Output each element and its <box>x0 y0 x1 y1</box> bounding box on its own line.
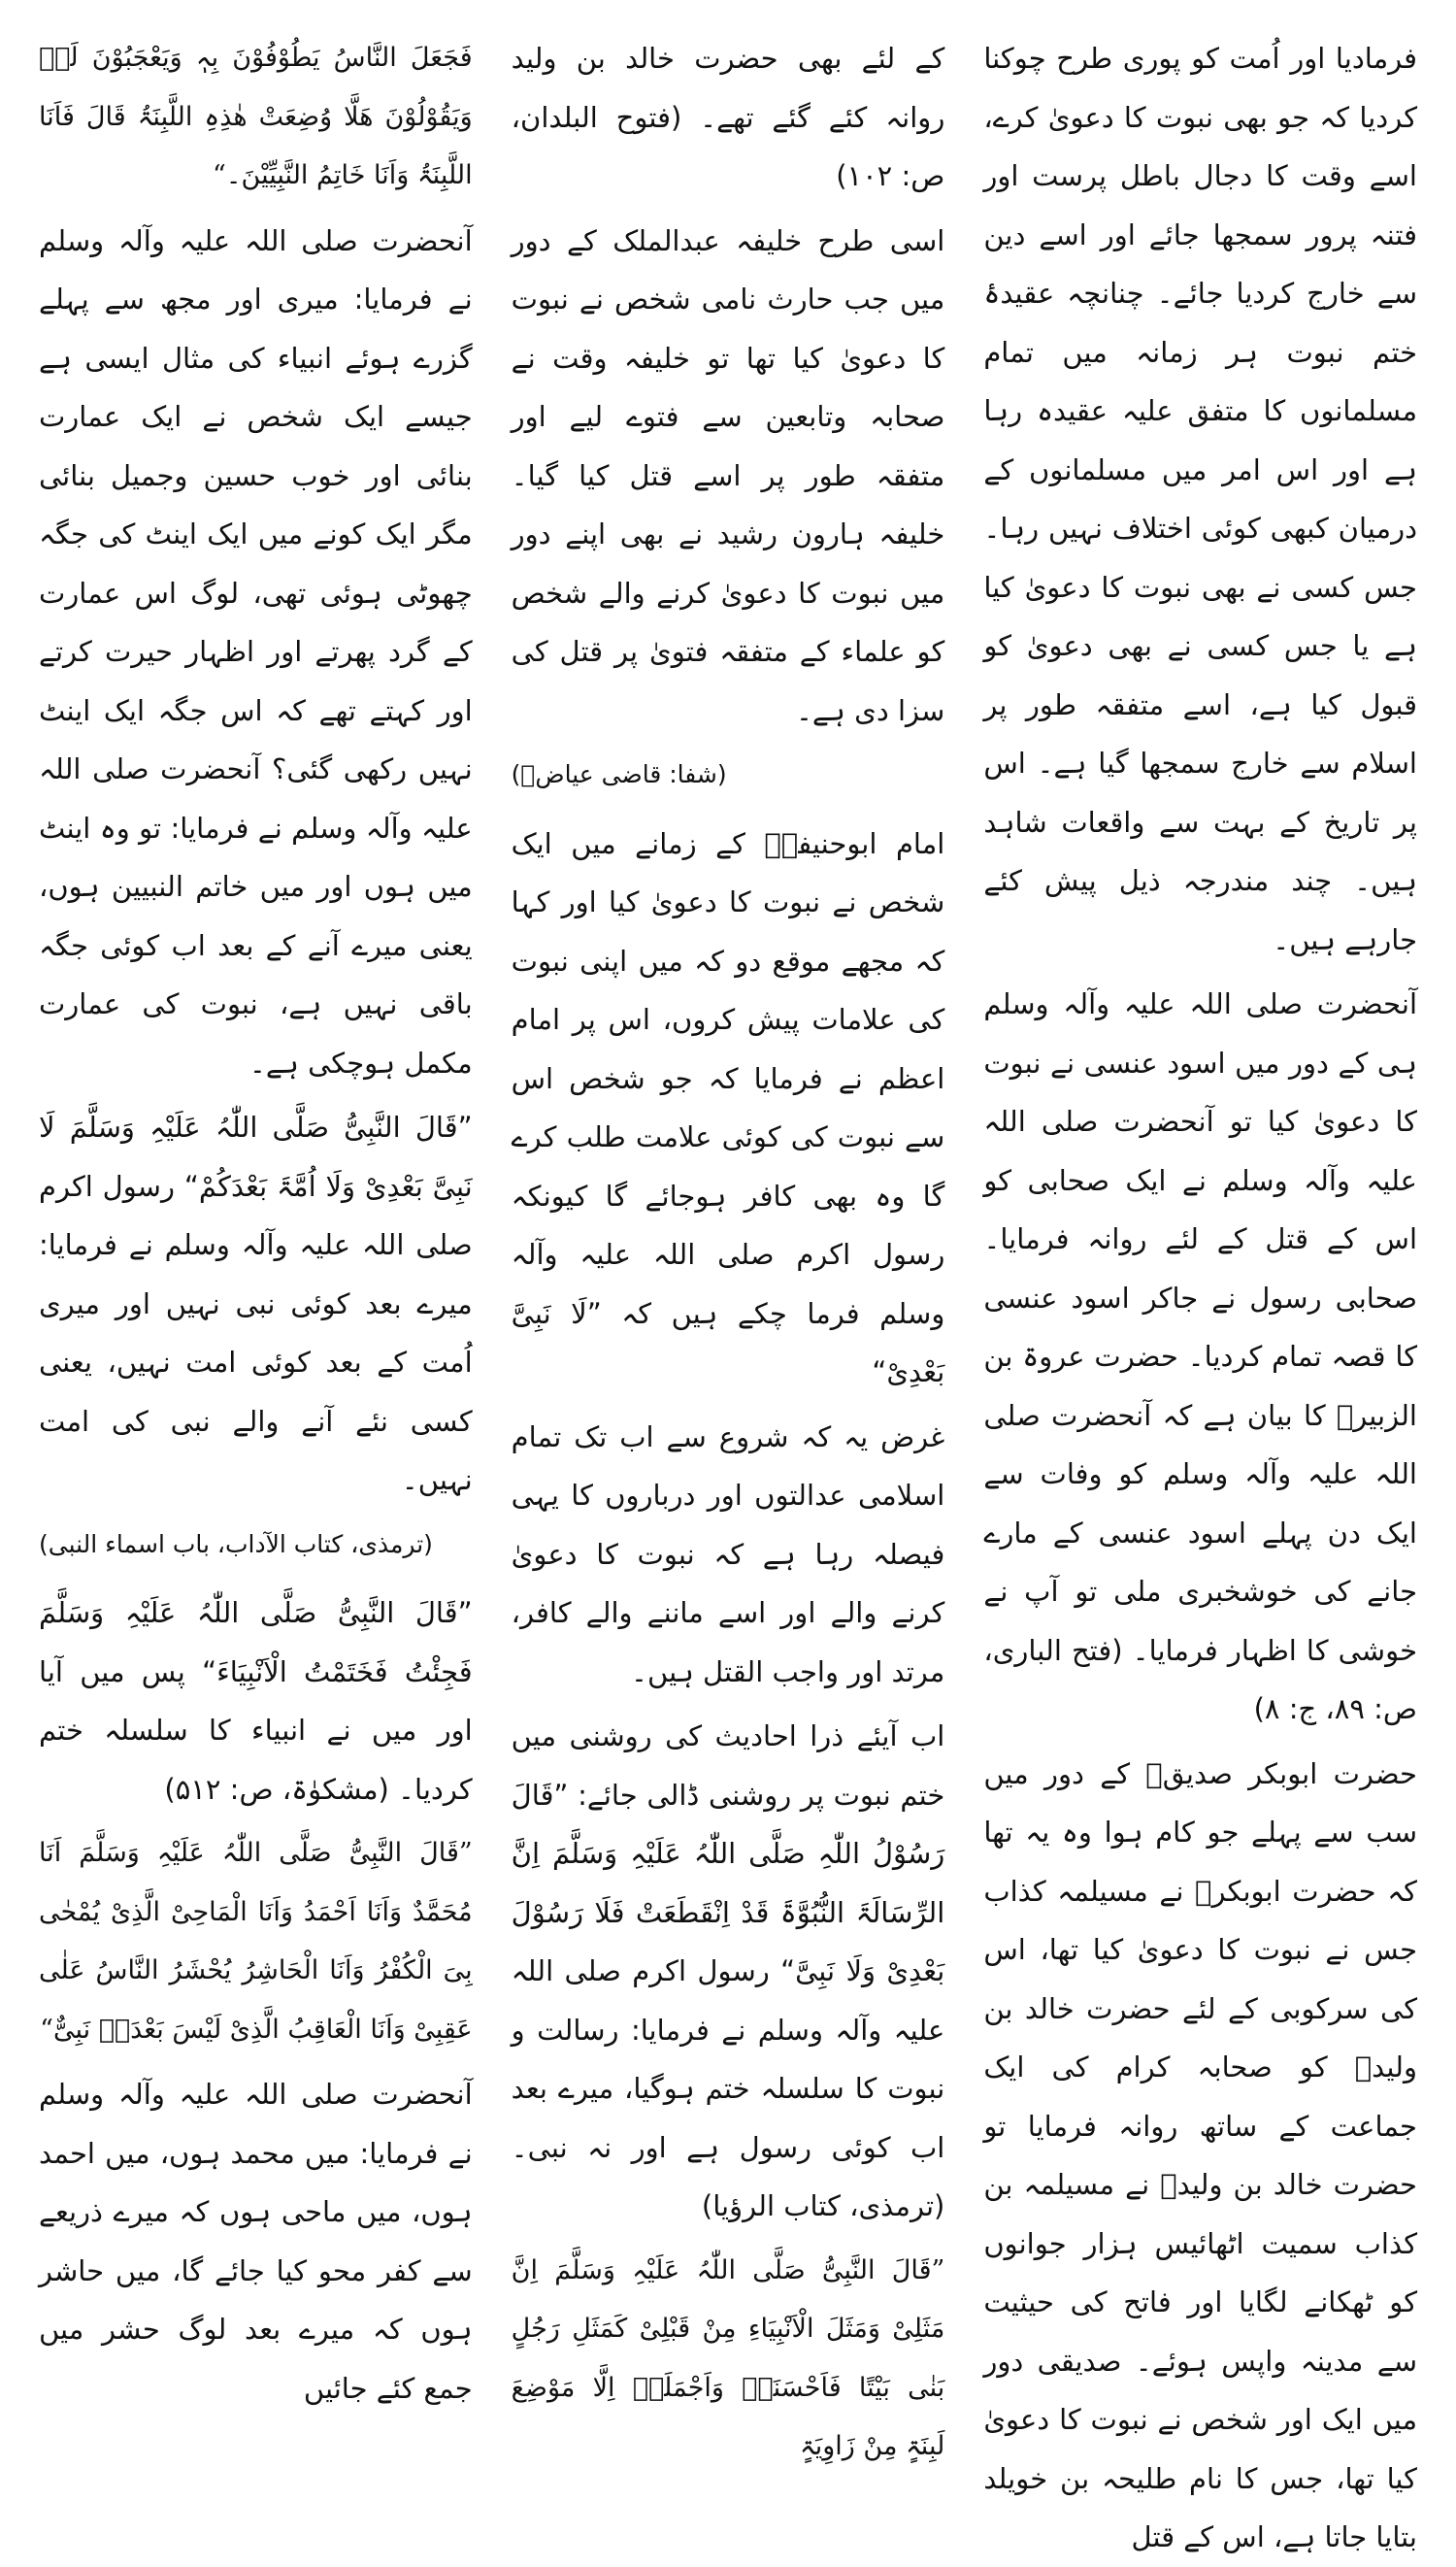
column-right <box>983 29 1417 2553</box>
reference-citation: (شفا: قاضی عیاضؒ) <box>511 760 727 788</box>
paragraph: اب آیئے ذرا احادیث کی روشنی میں ختم نبوت پر روشنی ڈالی جائے: ”قَالَ رَسُوْلُ اللّٰہِ صَلَّی اللّٰہُ عَلَیْہِ وَسَلَّمَ اِنَّ الرِّسَالَۃَ النُّبُوَّۃَ قَدْ اِنْقَطَعَتْ فَلَا رَسُوْلَ بَعْدِیْ وَلَا نَبِیَّ“ رسول اکرم صلی اللہ علیہ وآلہ وسلم نے فرمایا: رسالت و نبوت کا سلسلہ ختم ہوگیا، میرے بعد اب کوئی رسول ہے اور نہ نبی۔ (ترمذی، کتاب الرؤیا) <box>511 1719 945 2222</box>
column-left <box>38 29 473 2405</box>
paragraph: حضرت ابوبکر صدیقؓ کے دور میں سب سے پہلے جو کام ہوا وہ یہ تھا کہ حضرت ابوبکرؓ نے مسیلمہ کذاب جس نے نبوت کا دعویٰ کیا تھا، اس کی سرکوبی کے لئے حضرت خالد بن ولیدؓ کو صحابہ کرام کی ایک جماعت کے ساتھ روانہ فرمایا تو حضرت خالد بن ولیدؓ نے مسیلمہ بن کذاب سمیت اٹھائیس ہزار جوانوں کو ٹھکانے لگایا اور فاتح کی حیثیت سے مدینہ واپس ہوئے۔ صدیقی دور میں ایک اور شخص نے نبوت کا دعویٰ کیا تھا، جس کا نام طلیحہ بن خویلد بتایا جاتا ہے، اس کے قتل <box>983 1756 1417 2553</box>
arabic-hadith-text: فَجَعَلَ النَّاسُ یَطُوْفُوْنَ بِہٖ وَیَعْجَبُوْنَ لَہٗ وَیَقُوْلُوْنَ ھَلَّا وُضِعَتْ ھٰذِہِ اللَّبِنَۃُ قَالَ فَاَنَا اللَّبِنَۃُ وَاَنَا خَاتِمُ النَّبِیِّیْنَ۔“ <box>38 43 473 190</box>
paragraph: ”قَالَ النَّبِیُّ صَلَّی اللّٰہُ عَلَیْہِ وَسَلَّمَ فَجِئْتُ فَخَتَمْتُ الْاَنْبِیَاءَ“ پس میں آیا اور میں نے انبیاء کا سلسلہ ختم کردیا۔ (مشکوٰۃ، ص: ۵۱۲) <box>38 1596 473 1806</box>
arabic-hadith-text: ”قَالَ النَّبِیُّ صَلَّی اللّٰہُ عَلَیْہِ وَسَلَّمَ اَنَا مُحَمَّدٌ وَاَنَا اَحْمَدُ وَاَنَا الْمَاحِیْ الَّذِیْ یُمْحٰی بِیَ الْکُفْرُ وَاَنَا الْحَاشِرُ یُحْشَرُ النَّاسُ عَلٰی عَقِبِیْ وَاَنَا الْعَاقِبُ الَّذِیْ لَیْسَ بَعْدَہٗ نَبِیٌّ“ <box>38 1838 473 2045</box>
reference-citation: (ترمذی، کتاب الآداب، باب اسماء النبی) <box>38 1529 433 1558</box>
paragraph: اسی طرح خلیفہ عبدالملک کے دور میں جب حارث نامی شخص نے نبوت کا دعویٰ کیا تھا تو خلیفہ وقت نے صحابہ وتابعین سے فتوے لیے اور متفقہ طور پر اسے قتل کیا گیا۔ خلیفہ ہارون رشید نے بھی اپنے دور میں نبوت کا دعویٰ کرنے والے شخص کو علماء کے متفقہ فتویٰ پر قتل کی سزا دی ہے۔ <box>511 223 945 727</box>
paragraph: فرمادیا اور اُمت کو پوری طرح چوکنا کردیا کہ جو بھی نبوت کا دعویٰ کرے، اسے وقت کا دجال باطل پرست اور فتنہ پرور سمجھا جائے اور اسے دین سے خارج کردیا جائے۔ چنانچہ عقیدۂ ختم نبوت ہر زمانہ میں تمام مسلمانوں کا متفق علیہ عقیدہ رہا ہے اور اس امر میں مسلمانوں کے درمیان کبھی کوئی اختلاف نہیں رہا۔ جس کسی نے بھی نبوت کا دعویٰ کیا ہے یا جس کسی نے بھی دعویٰ کو قبول کیا ہے، اسے متفقہ طور پر اسلام سے خارج سمجھا گیا ہے۔ اس پر تاریخ کے بہت سے واقعات شاہد ہیں۔ چند مندرجہ ذیل پیش کئے جارہے ہیں۔ <box>983 42 1417 956</box>
paragraph: کے لئے بھی حضرت خالد بن ولید روانہ کئے گئے تھے۔ (فتوح البلدان، ص: ۱۰۲) <box>511 42 945 192</box>
paragraph: ”قَالَ النَّبِیُّ صَلَّی اللّٰہُ عَلَیْہِ وَسَلَّمَ لَا نَبِیَّ بَعْدِیْ وَلَا اُمَّۃَ بَعْدَکُمْ“ رسول اکرم صلی اللہ علیہ وآلہ وسلم نے فرمایا: میرے بعد کوئی نبی نہیں اور میری اُمت کے بعد کوئی امت نہیں، یعنی کسی نئے آنے والے نبی کی امت نہیں۔ <box>38 1111 473 1496</box>
column-middle <box>511 29 945 2461</box>
paragraph: آنحضرت صلی اللہ علیہ وآلہ وسلم نے فرمایا: میری اور مجھ سے پہلے گزرے ہوئے انبیاء کی مثال ایسی ہے جیسے ایک شخص نے ایک عمارت بنائی اور خوب حسین وجمیل بنائی مگر ایک کونے میں ایک اینٹ کی جگہ چھوٹی ہوئی تھی، لوگ اس عمارت کے گرد پھرتے اور اظہار حیرت کرتے اور کہتے تھے کہ اس جگہ ایک اینٹ نہیں رکھی گئی؟ آنحضرت صلی اللہ علیہ وآلہ وسلم نے فرمایا: تو وہ اینٹ میں ہوں اور میں خاتم النبیین ہوں، یعنی میرے آنے کے بعد اب کوئی جگہ باقی نہیں ہے، نبوت کی عمارت مکمل ہوچکی ہے۔ <box>38 223 473 1080</box>
paragraph: امام ابوحنیفہؒ کے زمانے میں ایک شخص نے نبوت کا دعویٰ کیا اور کہا کہ مجھے موقع دو کہ میں اپنی نبوت کی علامات پیش کروں، اس پر امام اعظم نے فرمایا کہ جو شخص اس سے نبوت کی کوئی علامت طلب کرے گا وہ بھی کافر ہوجائے گا کیونکہ رسول اکرم صلی اللہ علیہ وآلہ وسلم فرما چکے ہیں کہ ”لَا نَبِیَّ بَعْدِیْ“ <box>511 826 945 1388</box>
paragraph: آنحضرت صلی اللہ علیہ وآلہ وسلم نے فرمایا: میں محمد ہوں، میں احمد ہوں، میں ماحی ہوں کہ میرے ذریعے سے کفر محو کیا جائے گا، میں حاشر ہوں کہ میرے بعد لوگ حشر میں جمع کئے جائیں <box>38 2078 473 2405</box>
paragraph: آنحضرت صلی اللہ علیہ وآلہ وسلم ہی کے دور میں اسود عنسی نے نبوت کا دعویٰ کیا تو آنحضرت صلی اللہ علیہ وآلہ وسلم نے ایک صحابی کو اس کے قتل کے لئے روانہ فرمایا۔ صحابی رسول نے جاکر اسود عنسی کا قصہ تمام کردیا۔ حضرت عروۃ بن الزبیرؓ کا بیان ہے کہ آنحضرت صلی اللہ علیہ وآلہ وسلم کو وفات سے ایک دن پہلے اسود عنسی کے مارے جانے کی خوشخبری ملی تو آپ نے خوشی کا اظہار فرمایا۔ (فتح الباری، ص: ۸۹، ج: ۸) <box>983 987 1417 1725</box>
paragraph: غرض یہ کہ شروع سے اب تک تمام اسلامی عدالتوں اور درباروں کا یہی فیصلہ رہا ہے کہ نبوت کا دعویٰ کرنے والے اور اسے ماننے والے کافر، مرتد اور واجب القتل ہیں۔ <box>511 1419 945 1688</box>
arabic-hadith-text: ”قَالَ النَّبِیُّ صَلَّی اللّٰہُ عَلَیْہِ وَسَلَّمَ اِنَّ مَثَلِیْ وَمَثَلَ الْاَنْبِیَاءِ مِنْ قَبْلِیْ کَمَثَلِ رَجُلٍ بَنٰی بَیْتًا فَاَحْسَنَہٗ وَاَجْمَلَہٗ اِلَّا مَوْضِعَ لَبِنَۃٍ مِنْ زَاوِیَۃٍ <box>511 2254 945 2461</box>
